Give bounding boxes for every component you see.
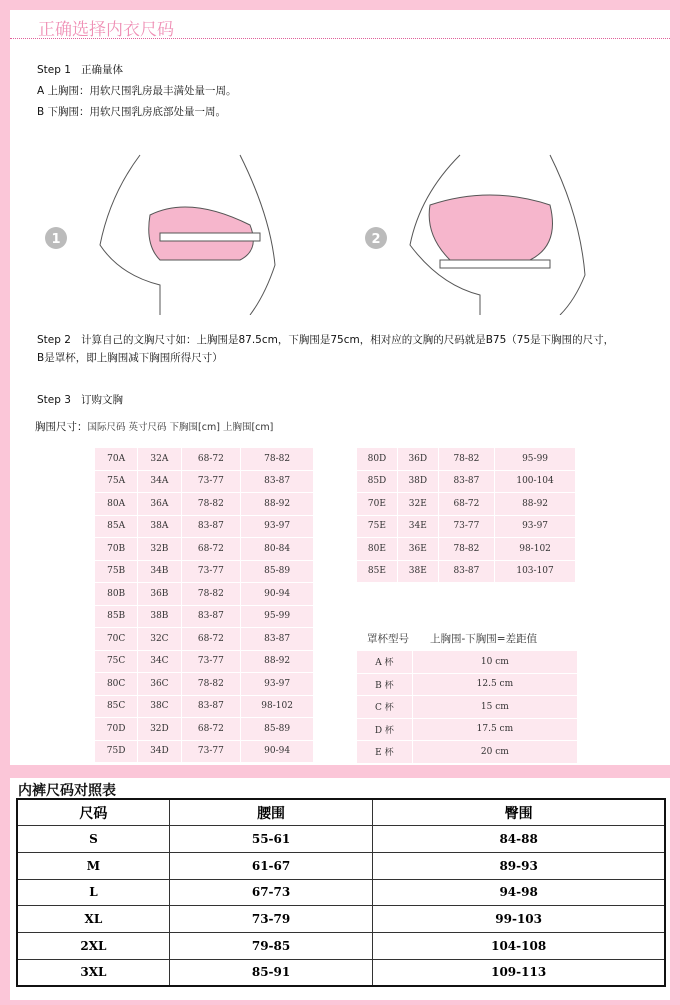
table-cell: 98-102 xyxy=(495,538,575,560)
table-cell: 32E xyxy=(398,493,438,515)
table-cell: 78-82 xyxy=(439,538,494,560)
table-row xyxy=(357,674,577,696)
measure-illustration-1 xyxy=(40,135,290,315)
table-row xyxy=(95,718,313,740)
column-header: 尺码 xyxy=(17,799,169,826)
table-row xyxy=(357,651,577,673)
table-cell: 17.5 cm xyxy=(413,719,577,741)
table-cell: 68-72 xyxy=(182,448,241,470)
table-cell: 93-97 xyxy=(495,516,575,538)
table-cell: 83-87 xyxy=(439,561,494,583)
table-cell: 80E xyxy=(357,538,397,560)
table-cell: 34A xyxy=(138,471,180,493)
table-cell: 85E xyxy=(357,561,397,583)
table-cell: 90-94 xyxy=(241,583,313,605)
table-cell: 83-87 xyxy=(241,628,313,650)
table-cell: 20 cm xyxy=(413,741,577,763)
table-cell: 104-108 xyxy=(373,932,665,959)
table-cell: 75B xyxy=(95,561,137,583)
table-cell: 73-77 xyxy=(182,741,241,763)
table-cell: 90-94 xyxy=(241,741,313,763)
table-row xyxy=(17,826,665,853)
table-cell: 100-104 xyxy=(495,471,575,493)
page-title: 正确选择内衣尺码 xyxy=(38,20,174,40)
table-cell: 70C xyxy=(95,628,137,650)
table-cell: 32B xyxy=(138,538,180,560)
step3-label: Step 3 订购文胸 xyxy=(37,394,123,406)
table-cell: 93-97 xyxy=(241,673,313,695)
table-row xyxy=(95,471,313,493)
column-header: 腰围 xyxy=(169,799,372,826)
cup-size-table xyxy=(356,650,578,764)
table-cell: 36D xyxy=(398,448,438,470)
table-row xyxy=(95,583,313,605)
divider xyxy=(10,38,670,39)
table-row xyxy=(95,741,313,763)
bra-size-table-right xyxy=(356,447,576,583)
table-cell: 85D xyxy=(357,471,397,493)
table-cell: 36B xyxy=(138,583,180,605)
step1-b: B 下胸围：用软尺围乳房底部处量一周。 xyxy=(37,106,227,118)
bra-size-panel xyxy=(10,10,670,765)
table-cell: 68-72 xyxy=(439,493,494,515)
table-cell: L xyxy=(17,879,169,906)
table-row xyxy=(17,932,665,959)
table-cell: 73-79 xyxy=(169,906,372,933)
table-cell: 73-77 xyxy=(182,561,241,583)
table-cell: 2XL xyxy=(17,932,169,959)
table-cell: 78-82 xyxy=(439,448,494,470)
svg-text:2: 2 xyxy=(371,232,381,247)
measure-illustration-2 xyxy=(360,135,610,315)
table-cell: 78-82 xyxy=(182,673,241,695)
table-row xyxy=(17,879,665,906)
table-cell: 73-77 xyxy=(182,651,241,673)
svg-text:1: 1 xyxy=(51,232,61,247)
table-cell: 80D xyxy=(357,448,397,470)
table-cell: 73-77 xyxy=(182,471,241,493)
table-cell: 36E xyxy=(398,538,438,560)
table-cell: 70E xyxy=(357,493,397,515)
size-columns: 胸围尺寸：国际尺码 英寸尺码 下胸围[cm] 上胸围[cm] xyxy=(35,421,274,433)
table-cell: 68-72 xyxy=(182,538,241,560)
table-cell: A 杯 xyxy=(357,651,412,673)
table-cell: 34E xyxy=(398,516,438,538)
table-cell: 109-113 xyxy=(373,959,665,986)
table-cell: 32D xyxy=(138,718,180,740)
table-cell: 85A xyxy=(95,516,137,538)
step1-label: Step 1 正确量体 xyxy=(37,64,123,76)
table-cell: M xyxy=(17,852,169,879)
cup-type-header: 罩杯型号 xyxy=(367,633,409,645)
table-cell: 88-92 xyxy=(241,651,313,673)
table-cell: 68-72 xyxy=(182,718,241,740)
table-cell: 78-82 xyxy=(241,448,313,470)
table-cell: 34B xyxy=(138,561,180,583)
table-row xyxy=(357,493,575,515)
table-cell: 94-98 xyxy=(373,879,665,906)
table-cell: 75C xyxy=(95,651,137,673)
bra-size-table-left xyxy=(94,447,314,763)
table-cell: 70B xyxy=(95,538,137,560)
panties-size-panel xyxy=(10,778,670,1000)
table-cell: 32C xyxy=(138,628,180,650)
table-row xyxy=(95,493,313,515)
table-cell: 38E xyxy=(398,561,438,583)
table-cell: 95-99 xyxy=(495,448,575,470)
table-cell: 10 cm xyxy=(413,651,577,673)
table-cell: 85-89 xyxy=(241,718,313,740)
table-cell: 98-102 xyxy=(241,696,313,718)
table-cell: 83-87 xyxy=(182,516,241,538)
table-row xyxy=(357,516,575,538)
table-cell: 55-61 xyxy=(169,826,372,853)
table-cell: 78-82 xyxy=(182,493,241,515)
table-row xyxy=(17,852,665,879)
table-row xyxy=(95,606,313,628)
step2-line1: Step 2 计算自己的文胸尺寸如：上胸围是87.5cm，下胸围是75cm，相对应的文胸的尺码就是B75（75是下胸围的尺寸， xyxy=(37,334,615,346)
table-cell: 12.5 cm xyxy=(413,674,577,696)
table-cell: C 杯 xyxy=(357,696,412,718)
table-row xyxy=(357,448,575,470)
table-cell: 80C xyxy=(95,673,137,695)
table-row xyxy=(95,538,313,560)
table-row xyxy=(357,719,577,741)
table-row xyxy=(357,741,577,763)
table-cell: 36A xyxy=(138,493,180,515)
step2-line2: B是罩杯，即上胸围减下胸围所得尺寸） xyxy=(37,352,223,364)
table-cell: 73-77 xyxy=(439,516,494,538)
step1-a: A 上胸围：用软尺围乳房最丰满处量一周。 xyxy=(37,85,237,97)
table-cell: 103-107 xyxy=(495,561,575,583)
table-header xyxy=(17,799,665,826)
table-cell: 85-91 xyxy=(169,959,372,986)
column-header: 臀围 xyxy=(373,799,665,826)
table-cell: 36C xyxy=(138,673,180,695)
table-cell: 99-103 xyxy=(373,906,665,933)
table-row xyxy=(95,628,313,650)
table-cell: 85-89 xyxy=(241,561,313,583)
table-row xyxy=(95,673,313,695)
table-row xyxy=(95,561,313,583)
table-cell: 38A xyxy=(138,516,180,538)
table-cell: 88-92 xyxy=(495,493,575,515)
table-row xyxy=(95,651,313,673)
table-cell: 68-72 xyxy=(182,628,241,650)
table-cell: 61-67 xyxy=(169,852,372,879)
table-cell: 38D xyxy=(398,471,438,493)
table-cell: 38C xyxy=(138,696,180,718)
table-cell: 95-99 xyxy=(241,606,313,628)
panties-title: 内裤尺码对照表 xyxy=(18,783,116,799)
table-cell: 88-92 xyxy=(241,493,313,515)
table-cell: 83-87 xyxy=(439,471,494,493)
table-cell: 83-87 xyxy=(241,471,313,493)
table-cell: 34C xyxy=(138,651,180,673)
table-row xyxy=(357,471,575,493)
table-cell: 85B xyxy=(95,606,137,628)
table-cell: 67-73 xyxy=(169,879,372,906)
table-row xyxy=(17,959,665,986)
table-cell: 89-93 xyxy=(373,852,665,879)
table-cell: 80B xyxy=(95,583,137,605)
table-cell: 70A xyxy=(95,448,137,470)
table-row xyxy=(95,448,313,470)
table-cell: 75D xyxy=(95,741,137,763)
table-cell: 75E xyxy=(357,516,397,538)
table-cell: 78-82 xyxy=(182,583,241,605)
table-row xyxy=(17,906,665,933)
table-cell: 80A xyxy=(95,493,137,515)
table-cell: 84-88 xyxy=(373,826,665,853)
table-cell: B 杯 xyxy=(357,674,412,696)
table-cell: S xyxy=(17,826,169,853)
table-cell: 34D xyxy=(138,741,180,763)
table-row xyxy=(357,696,577,718)
table-cell: 32A xyxy=(138,448,180,470)
table-cell: 80-84 xyxy=(241,538,313,560)
table-cell: 38B xyxy=(138,606,180,628)
panties-size-table xyxy=(16,798,666,987)
table-row xyxy=(357,561,575,583)
table-row xyxy=(95,696,313,718)
table-cell: 3XL xyxy=(17,959,169,986)
table-cell: D 杯 xyxy=(357,719,412,741)
table-cell: 83-87 xyxy=(182,606,241,628)
table-cell: 75A xyxy=(95,471,137,493)
table-cell: 85C xyxy=(95,696,137,718)
table-cell: 93-97 xyxy=(241,516,313,538)
table-cell: 70D xyxy=(95,718,137,740)
table-row xyxy=(357,538,575,560)
table-cell: 79-85 xyxy=(169,932,372,959)
cup-diff-header: 上胸围-下胸围=差距值 xyxy=(430,633,538,645)
table-cell: 15 cm xyxy=(413,696,577,718)
table-row xyxy=(95,516,313,538)
table-cell: 83-87 xyxy=(182,696,241,718)
table-cell: E 杯 xyxy=(357,741,412,763)
table-cell: XL xyxy=(17,906,169,933)
